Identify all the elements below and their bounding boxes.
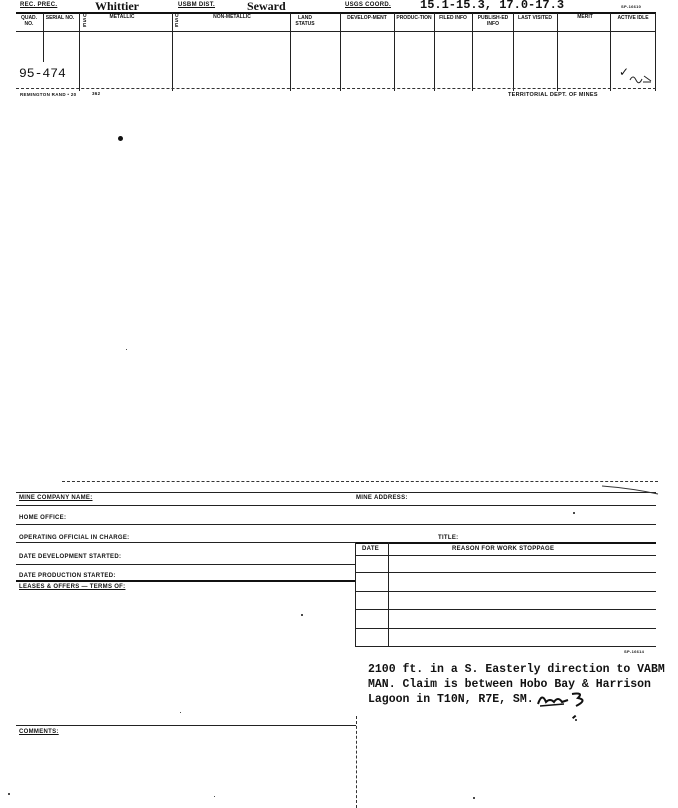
rec-prec-value: Whittier — [95, 0, 139, 13]
usbm-dist-label: USBM DIST. — [178, 2, 216, 8]
col-divider — [557, 13, 558, 91]
mine-company-name-label: MINE COMPANY NAME: — [19, 495, 93, 501]
printer-imprint: REMINGTON RAND • 20 — [20, 92, 77, 97]
title-label: TITLE: — [438, 535, 459, 541]
col-use-2: U S E — [175, 13, 179, 29]
idle-scribble-icon — [629, 72, 653, 84]
stoppage-head-rule — [355, 542, 656, 544]
stoppage-row-rule — [355, 591, 656, 592]
quad-serial-value: 95-474 — [19, 66, 66, 81]
remarks-line-1: 2100 ft. in a S. Easterly direction to VABM — [368, 663, 665, 676]
col-active-idle: ACTIVE IDLE — [617, 15, 649, 21]
col-filed-info: FILED INFO — [439, 15, 467, 21]
col-merit: MERIT — [577, 14, 593, 20]
comments-label: COMMENTS: — [19, 729, 59, 735]
usgs-coord-label: USGS COORD. — [345, 2, 391, 8]
col-non-metallic: NON-METALLIC — [213, 14, 251, 20]
remarks-line-2: MAN. Claim is between Hobo Bay & Harrison — [368, 678, 651, 691]
col-divider — [472, 13, 473, 91]
ink-speck — [126, 349, 127, 350]
lower-top-rule-2 — [16, 492, 656, 493]
handwritten-initials-signature — [534, 688, 598, 710]
col-divider — [290, 13, 291, 91]
mine-address-label: MINE ADDRESS: — [356, 495, 408, 501]
col-last-visited: LAST VISITED — [518, 15, 552, 21]
form-code: SP-16610 — [621, 4, 642, 9]
leases-label: LEASES & OFFERS — TERMS OF: — [19, 584, 126, 590]
col-divider — [655, 13, 656, 91]
lower-top-rule — [62, 481, 658, 482]
active-mark: ✓ — [619, 65, 630, 79]
col-divider — [43, 13, 44, 62]
operating-official-label: OPERATING OFFICIAL IN CHARGE: — [19, 535, 130, 541]
stoppage-reason-header: REASON FOR WORK STOPPAGE — [452, 546, 555, 552]
stoppage-row-rule — [355, 572, 656, 573]
stoppage-row-rule — [355, 609, 656, 610]
comments-right-border — [356, 716, 357, 808]
col-land-status: LAND STATUS — [295, 15, 315, 27]
col-divider — [172, 13, 173, 91]
column-header-rule — [16, 31, 656, 32]
ink-speck — [575, 719, 577, 721]
stoppage-date-header: DATE — [362, 546, 380, 552]
stoppage-row-rule — [355, 555, 656, 556]
col-quad-no: QUAD. NO. — [20, 15, 38, 27]
col-serial-no: SERIAL NO. — [45, 15, 75, 21]
remarks-line-3: Lagoon in T10N, R7E, SM. — [368, 693, 534, 706]
date-development-label: DATE DEVELOPMENT STARTED: — [19, 554, 122, 560]
stoppage-row-rule — [355, 646, 656, 647]
ink-speck — [214, 796, 215, 797]
col-divider — [513, 13, 514, 91]
stoppage-left-border — [355, 542, 356, 646]
ink-speck — [8, 793, 10, 795]
col-divider — [610, 13, 611, 91]
comments-rule — [16, 725, 356, 726]
dept-imprint: TERRITORIAL DEPT. OF MINES — [508, 92, 598, 98]
date-production-label: DATE PRODUCTION STARTED: — [19, 573, 116, 579]
ink-speck — [118, 136, 123, 141]
col-divider — [434, 13, 435, 91]
col-published-info: PUBLISH-ED INFO — [477, 15, 509, 27]
printer-code: 362 — [92, 91, 101, 96]
ink-speck — [180, 712, 181, 713]
col-development: DEVELOP-MENT — [347, 15, 387, 21]
prod-rule — [16, 580, 355, 582]
col-metallic: METALLIC — [109, 14, 135, 20]
form-code-2: SP-16614 — [624, 649, 645, 654]
rec-prec-label: REC. PREC. — [20, 2, 58, 8]
ink-speck — [573, 512, 575, 514]
usgs-coord-value: 15.1-15.3, 17.0-17.3 — [420, 0, 565, 12]
home-office-rule — [16, 524, 656, 525]
record-row-rule — [16, 88, 656, 89]
stoppage-row-rule — [355, 628, 656, 629]
company-row-rule — [16, 505, 656, 506]
col-production: PRODUC-TION — [396, 15, 432, 21]
stoppage-date-divider — [388, 542, 389, 646]
dev-rule — [16, 564, 355, 565]
ink-speck — [473, 797, 475, 799]
col-divider — [340, 13, 341, 91]
home-office-label: HOME OFFICE: — [19, 515, 67, 521]
usbm-dist-value: Seward — [247, 0, 286, 13]
col-divider — [394, 13, 395, 91]
ink-speck — [301, 614, 303, 616]
tear-stroke — [600, 484, 660, 498]
col-use-1: U S E — [83, 13, 87, 29]
col-divider — [79, 13, 80, 91]
